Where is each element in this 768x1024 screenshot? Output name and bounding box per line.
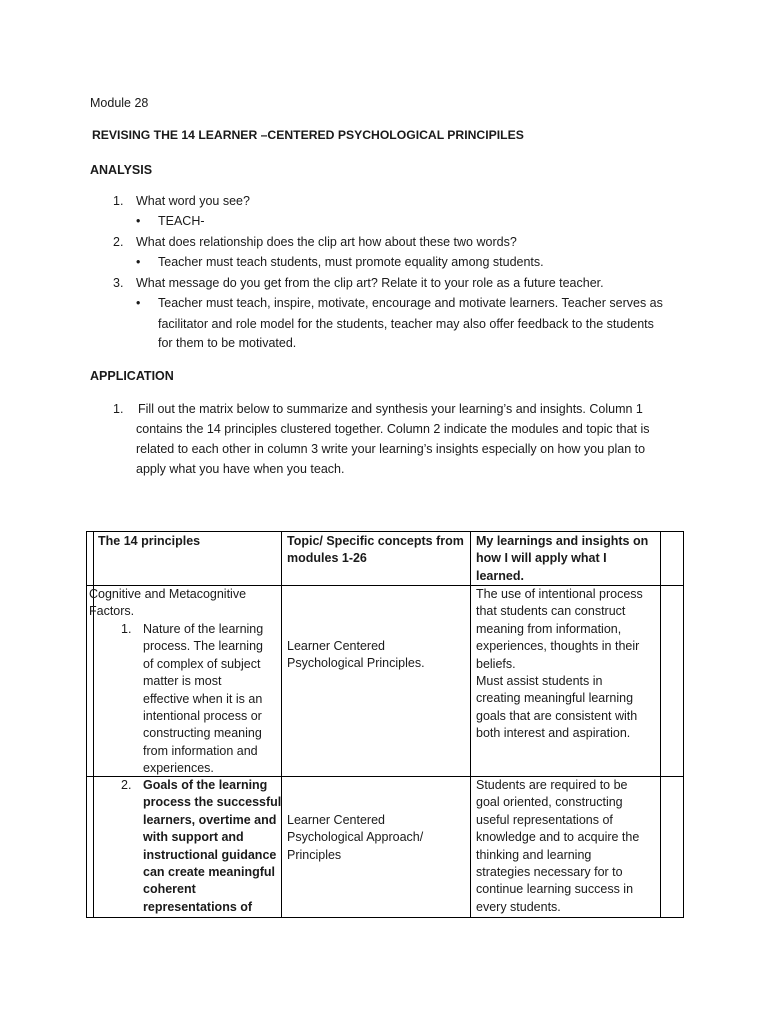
module-label: Module 28 [90,96,149,110]
answer-line: facilitator and role model for the students, teacher may also offer feedback to the students [158,317,654,331]
answer-line: Teacher must teach students, must promote equality among students. [158,255,544,269]
item-number: 2. [113,235,124,249]
instruction-line: apply what you have when you teach. [136,462,345,476]
table-border [86,531,87,918]
answer-line: Teacher must teach, inspire, motivate, encourage and motivate learners. Teacher serves as [158,296,663,310]
question-text: What does relationship does the clip art how about these two words? [136,235,517,249]
principle-description: Nature of the learning process. The learning of complex of subject matter is most effective when it is an intentional process or constructing meaning from information and experiences. [143,622,264,776]
analysis-heading: ANALYSIS [90,163,153,177]
topic-concepts: Learner Centered Psychological Principles. [287,639,425,671]
bullet-icon: • [136,296,141,310]
answer-line: TEACH- [158,214,205,228]
instruction-line: related to each other in column 3 write your learning’s insights especially on how you plan to [136,442,646,456]
principle-intro: Cognitive and Metacognitive Factors. [89,587,247,619]
learning-insights: The use of intentional process that students can construct meaning from information, experiences, thoughts in their beliefs. Must assist students in creating meaningful learning goals that are consistent with both interest and aspiration. [476,587,643,741]
table-border [86,531,684,532]
topic-concepts: Learner Centered Psychological Approach/ Principles [287,813,424,862]
header-col-insights: My learnings and insights on how I will apply what I learned. [476,534,649,583]
principle-number: 1. [121,622,132,636]
item-number: 3. [113,276,124,290]
application-heading: APPLICATION [90,369,174,383]
principle-number: 2. [121,778,132,792]
answer-line: for them to be motivated. [158,336,297,350]
table-border [86,917,684,918]
table-border [660,531,661,918]
table-border [470,531,471,918]
instruction-line: Fill out the matrix below to summarize and synthesis your learning’s and insights. Column 1 [138,402,643,416]
item-number: 1. [113,402,124,416]
principles-matrix-table [86,531,684,918]
item-number: 1. [113,194,124,208]
header-col-principles: The 14 principles [98,534,201,548]
principle-description: Goals of the learning process the successful learners, overtime and with support and instructional guidance can create meaningful coherent representations of [143,778,282,914]
document-title: REVISING THE 14 LEARNER –CENTERED PSYCHOLOGICAL PRINCIPILES [92,128,524,142]
question-text: What message do you get from the clip art? Relate it to your role as a future teacher. [136,276,604,290]
bullet-icon: • [136,255,141,269]
table-border [683,531,684,918]
bullet-icon: • [136,214,141,228]
learning-insights: Students are required to be goal oriented, constructing useful representations of knowledge and to acquire the thinking and learning strategies necessary for to continue learning success in every students. [476,778,640,914]
question-text: What word you see? [136,194,250,208]
instruction-line: contains the 14 principles clustered together. Column 2 indicate the modules and topic that is [136,422,650,436]
header-col-topics: Topic/ Specific concepts from modules 1-26 [287,534,464,566]
